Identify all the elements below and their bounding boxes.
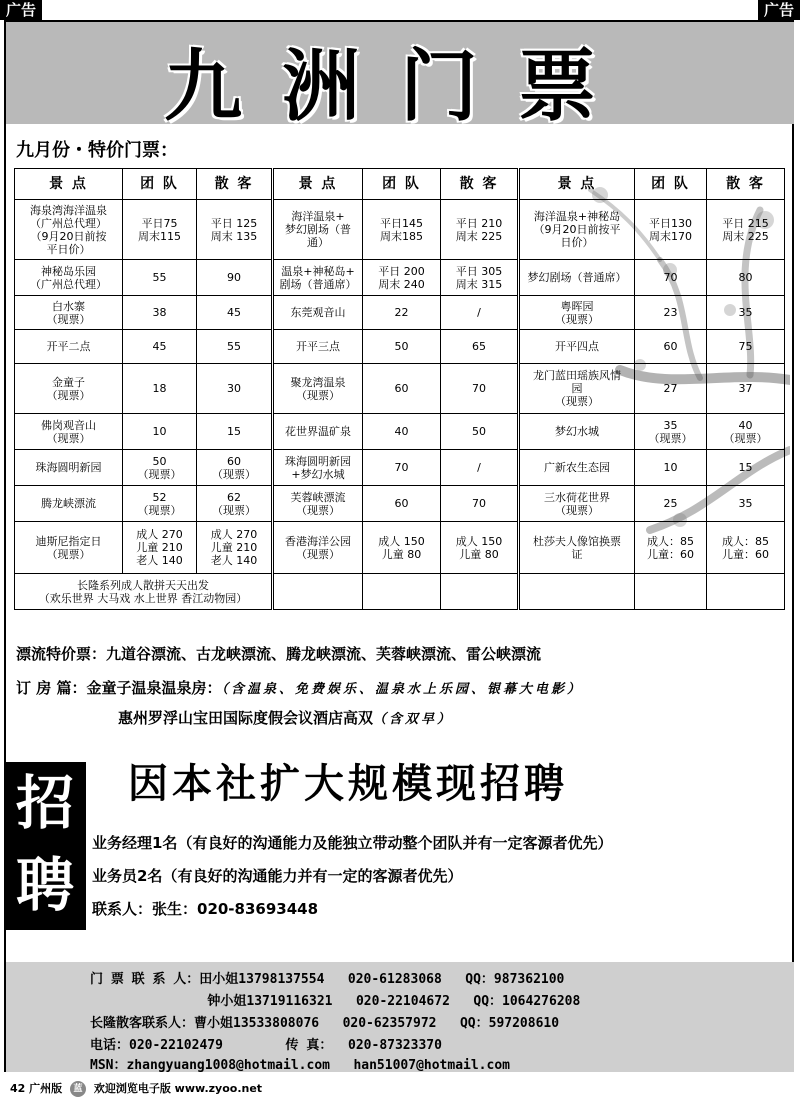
edition-label: 广州版 — [29, 1082, 63, 1095]
individual-price-cell: 55 — [197, 330, 273, 364]
spot-name-cell: 珠海圆明新园 +梦幻水城 — [273, 450, 363, 486]
group-price-cell: 60 — [635, 330, 707, 364]
spot-name-cell: 海泉湾海洋温泉 （广州总代理） （9月20日前按 平日价） — [15, 200, 123, 260]
table-body — [15, 200, 785, 574]
group-price-cell: 50 （现票） — [123, 450, 197, 486]
booking-text: 金童子温泉温泉房： — [86, 679, 222, 697]
page-number: 42 — [10, 1082, 26, 1095]
spot-name-cell: 海洋温泉+神秘岛 （9月20日前按平 日价） — [519, 200, 635, 260]
group-price-cell: 60 — [363, 364, 441, 414]
table-row — [15, 200, 785, 260]
individual-price-cell: 65 — [441, 330, 519, 364]
spot-name-cell: 梦幻水城 — [519, 414, 635, 450]
contact-line-5: MSN：zhangyuang1008@hotmail.com han51007@hotmail.com — [90, 1058, 510, 1073]
group-price-cell: 25 — [635, 486, 707, 522]
brand-logo-icon: 蓝 — [70, 1081, 86, 1097]
individual-price-cell: 15 — [197, 414, 273, 450]
recruit-badge-char1: 招 — [15, 769, 74, 837]
spot-name-cell: 东莞观音山 — [273, 296, 363, 330]
individual-price-cell: 50 — [441, 414, 519, 450]
group-price-cell: 平日75 周末115 — [123, 200, 197, 260]
hotel-line — [118, 707, 453, 728]
group-price-cell: 成人 270 儿童 210 老人 140 — [123, 522, 197, 574]
recruit-line-staff: 业务员2名（有良好的沟通能力并有一定的客源者优先） — [92, 867, 463, 885]
empty-cell — [635, 574, 707, 610]
individual-price-cell: 15 — [707, 450, 785, 486]
spot-name-cell: 香港海洋公园 （现票） — [273, 522, 363, 574]
recruit-contact: 联系人：张生：020-83693448 — [92, 900, 319, 918]
spot-name-cell: 花世界温矿泉 — [273, 414, 363, 450]
table-row — [15, 330, 785, 364]
individual-price-cell: 70 — [441, 486, 519, 522]
individual-price-cell: 40 （现票） — [707, 414, 785, 450]
changlong-note: 长隆系列成人散拼天天出发 （欢乐世界 大马戏 水上世界 香江动物园） — [15, 574, 273, 610]
col-header-individual: 散 客 — [441, 169, 519, 200]
spot-name-cell: 广新农生态园 — [519, 450, 635, 486]
individual-price-cell: 平日 215 周末 225 — [707, 200, 785, 260]
group-price-cell: 50 — [363, 330, 441, 364]
individual-price-cell: / — [441, 296, 519, 330]
individual-price-cell: 37 — [707, 364, 785, 414]
individual-price-cell: 成人 270 儿童 210 老人 140 — [197, 522, 273, 574]
group-price-cell: 27 — [635, 364, 707, 414]
spot-name-cell: 三水荷花世界 （现票） — [519, 486, 635, 522]
individual-price-cell: 35 — [707, 296, 785, 330]
individual-price-cell: 30 — [197, 364, 273, 414]
col-header-individual: 散 客 — [197, 169, 273, 200]
col-header-spot: 景 点 — [273, 169, 363, 200]
recruit-line-manager: 业务经理1名（有良好的沟通能力及能独立带动整个团队并有一定客源者优先） — [92, 834, 613, 852]
individual-price-cell: 45 — [197, 296, 273, 330]
group-price-cell: 成人：85 儿童：60 — [635, 522, 707, 574]
group-price-cell: 23 — [635, 296, 707, 330]
group-price-cell: 55 — [123, 260, 197, 296]
booking-note: （含温泉、免费娱乐、温泉水上乐园、银幕大电影） — [221, 682, 583, 697]
group-price-cell: 70 — [363, 450, 441, 486]
group-price-cell: 成人 150 儿童 80 — [363, 522, 441, 574]
contact-line-1: 门 票 联 系 人：田小姐13798137554 020-61283068 QQ：987362100 — [90, 972, 565, 987]
col-header-group: 团 队 — [635, 169, 707, 200]
ad-label-right: 广告 — [758, 0, 800, 20]
empty-cell — [707, 574, 785, 610]
ticket-price-table — [14, 168, 785, 610]
table-row — [15, 296, 785, 330]
table-row — [15, 522, 785, 574]
group-price-cell: 平日 200 周末 240 — [363, 260, 441, 296]
individual-price-cell: 90 — [197, 260, 273, 296]
spot-name-cell: 珠海圆明新园 — [15, 450, 123, 486]
spot-name-cell: 海洋温泉+ 梦幻剧场（普 通） — [273, 200, 363, 260]
contact-line-3: 长隆散客联系人：曹小姐13533808076 020-62357972 QQ：597208610 — [90, 1016, 560, 1031]
rafting-line — [16, 643, 541, 664]
ad-label-left: 广告 — [0, 0, 42, 20]
individual-price-cell: / — [441, 450, 519, 486]
individual-price-cell: 成人：85 儿童：60 — [707, 522, 785, 574]
group-price-cell: 52 （现票） — [123, 486, 197, 522]
group-price-cell: 38 — [123, 296, 197, 330]
individual-price-cell: 成人 150 儿童 80 — [441, 522, 519, 574]
table-header-row — [15, 169, 785, 200]
table-row — [15, 450, 785, 486]
table-row — [15, 414, 785, 450]
individual-price-cell: 平日 305 周末 315 — [441, 260, 519, 296]
individual-price-cell: 62 （现票） — [197, 486, 273, 522]
footer-text: 欢迎浏览电子版 www.zyoo.net — [93, 1082, 263, 1095]
page-footer — [10, 1080, 262, 1097]
group-price-cell: 18 — [123, 364, 197, 414]
empty-cell — [363, 574, 441, 610]
table-row — [15, 364, 785, 414]
individual-price-cell: 35 — [707, 486, 785, 522]
individual-price-cell: 70 — [441, 364, 519, 414]
group-price-cell: 35 （现票） — [635, 414, 707, 450]
table-footer-row — [15, 574, 785, 610]
recruit-badge-char2: 聘 — [15, 851, 74, 919]
recruit-title: 因本社扩大规模现招聘 — [128, 760, 568, 807]
group-price-cell: 平日130 周末170 — [635, 200, 707, 260]
empty-cell — [519, 574, 635, 610]
spot-name-cell: 开平二点 — [15, 330, 123, 364]
spot-name-cell: 迪斯尼指定日 （现票） — [15, 522, 123, 574]
spot-name-cell: 温泉+神秘岛+ 剧场（普通席） — [273, 260, 363, 296]
group-price-cell: 40 — [363, 414, 441, 450]
spot-name-cell: 佛岗观音山 （现票） — [15, 414, 123, 450]
rafting-label: 漂流特价票： — [16, 645, 107, 663]
group-price-cell: 70 — [635, 260, 707, 296]
section-subtitle: 九月份・特价门票： — [16, 140, 178, 161]
table-row — [15, 260, 785, 296]
spot-name-cell: 腾龙峡漂流 — [15, 486, 123, 522]
group-price-cell: 22 — [363, 296, 441, 330]
contact-line-4: 电话：020-22102479 传 真： 020-87323370 — [90, 1038, 442, 1053]
empty-cell — [273, 574, 363, 610]
spot-name-cell: 开平四点 — [519, 330, 635, 364]
spot-name-cell: 白水寨 （现票） — [15, 296, 123, 330]
individual-price-cell: 75 — [707, 330, 785, 364]
individual-price-cell: 80 — [707, 260, 785, 296]
spot-name-cell: 聚龙湾温泉 （现票） — [273, 364, 363, 414]
group-price-cell: 10 — [123, 414, 197, 450]
hotel-note: （含双早） — [373, 712, 454, 727]
col-header-group: 团 队 — [123, 169, 197, 200]
booking-label: 订 房 篇： — [16, 679, 87, 697]
recruit-badge — [4, 762, 86, 930]
empty-cell — [441, 574, 519, 610]
page-title: 九洲门票 — [163, 41, 636, 132]
col-header-group: 团 队 — [363, 169, 441, 200]
group-price-cell: 10 — [635, 450, 707, 486]
group-price-cell: 60 — [363, 486, 441, 522]
table-row — [15, 486, 785, 522]
individual-price-cell: 平日 125 周末 135 — [197, 200, 273, 260]
spot-name-cell: 梦幻剧场（普通席） — [519, 260, 635, 296]
contact-line-2: 钟小姐13719116321 020-22104672 QQ：1064276208 — [90, 994, 581, 1009]
booking-line — [16, 677, 583, 698]
spot-name-cell: 芙蓉峡漂流 （现票） — [273, 486, 363, 522]
col-header-spot: 景 点 — [519, 169, 635, 200]
col-header-spot: 景 点 — [15, 169, 123, 200]
spot-name-cell: 龙门蓝田瑶族风情 园 （现票） — [519, 364, 635, 414]
rafting-text: 九道谷漂流、古龙峡漂流、腾龙峡漂流、芙蓉峡漂流、雷公峡漂流 — [106, 645, 542, 663]
spot-name-cell: 粤晖园 （现票） — [519, 296, 635, 330]
spot-name-cell: 开平三点 — [273, 330, 363, 364]
spot-name-cell: 杜莎夫人像馆换票 证 — [519, 522, 635, 574]
col-header-individual: 散 客 — [707, 169, 785, 200]
individual-price-cell: 平日 210 周末 225 — [441, 200, 519, 260]
spot-name-cell: 神秘岛乐园 （广州总代理） — [15, 260, 123, 296]
hotel-name: 惠州罗浮山宝田国际度假会议酒店高双 — [118, 709, 374, 727]
group-price-cell: 平日145 周末185 — [363, 200, 441, 260]
group-price-cell: 45 — [123, 330, 197, 364]
spot-name-cell: 金童子 （现票） — [15, 364, 123, 414]
individual-price-cell: 60 （现票） — [197, 450, 273, 486]
